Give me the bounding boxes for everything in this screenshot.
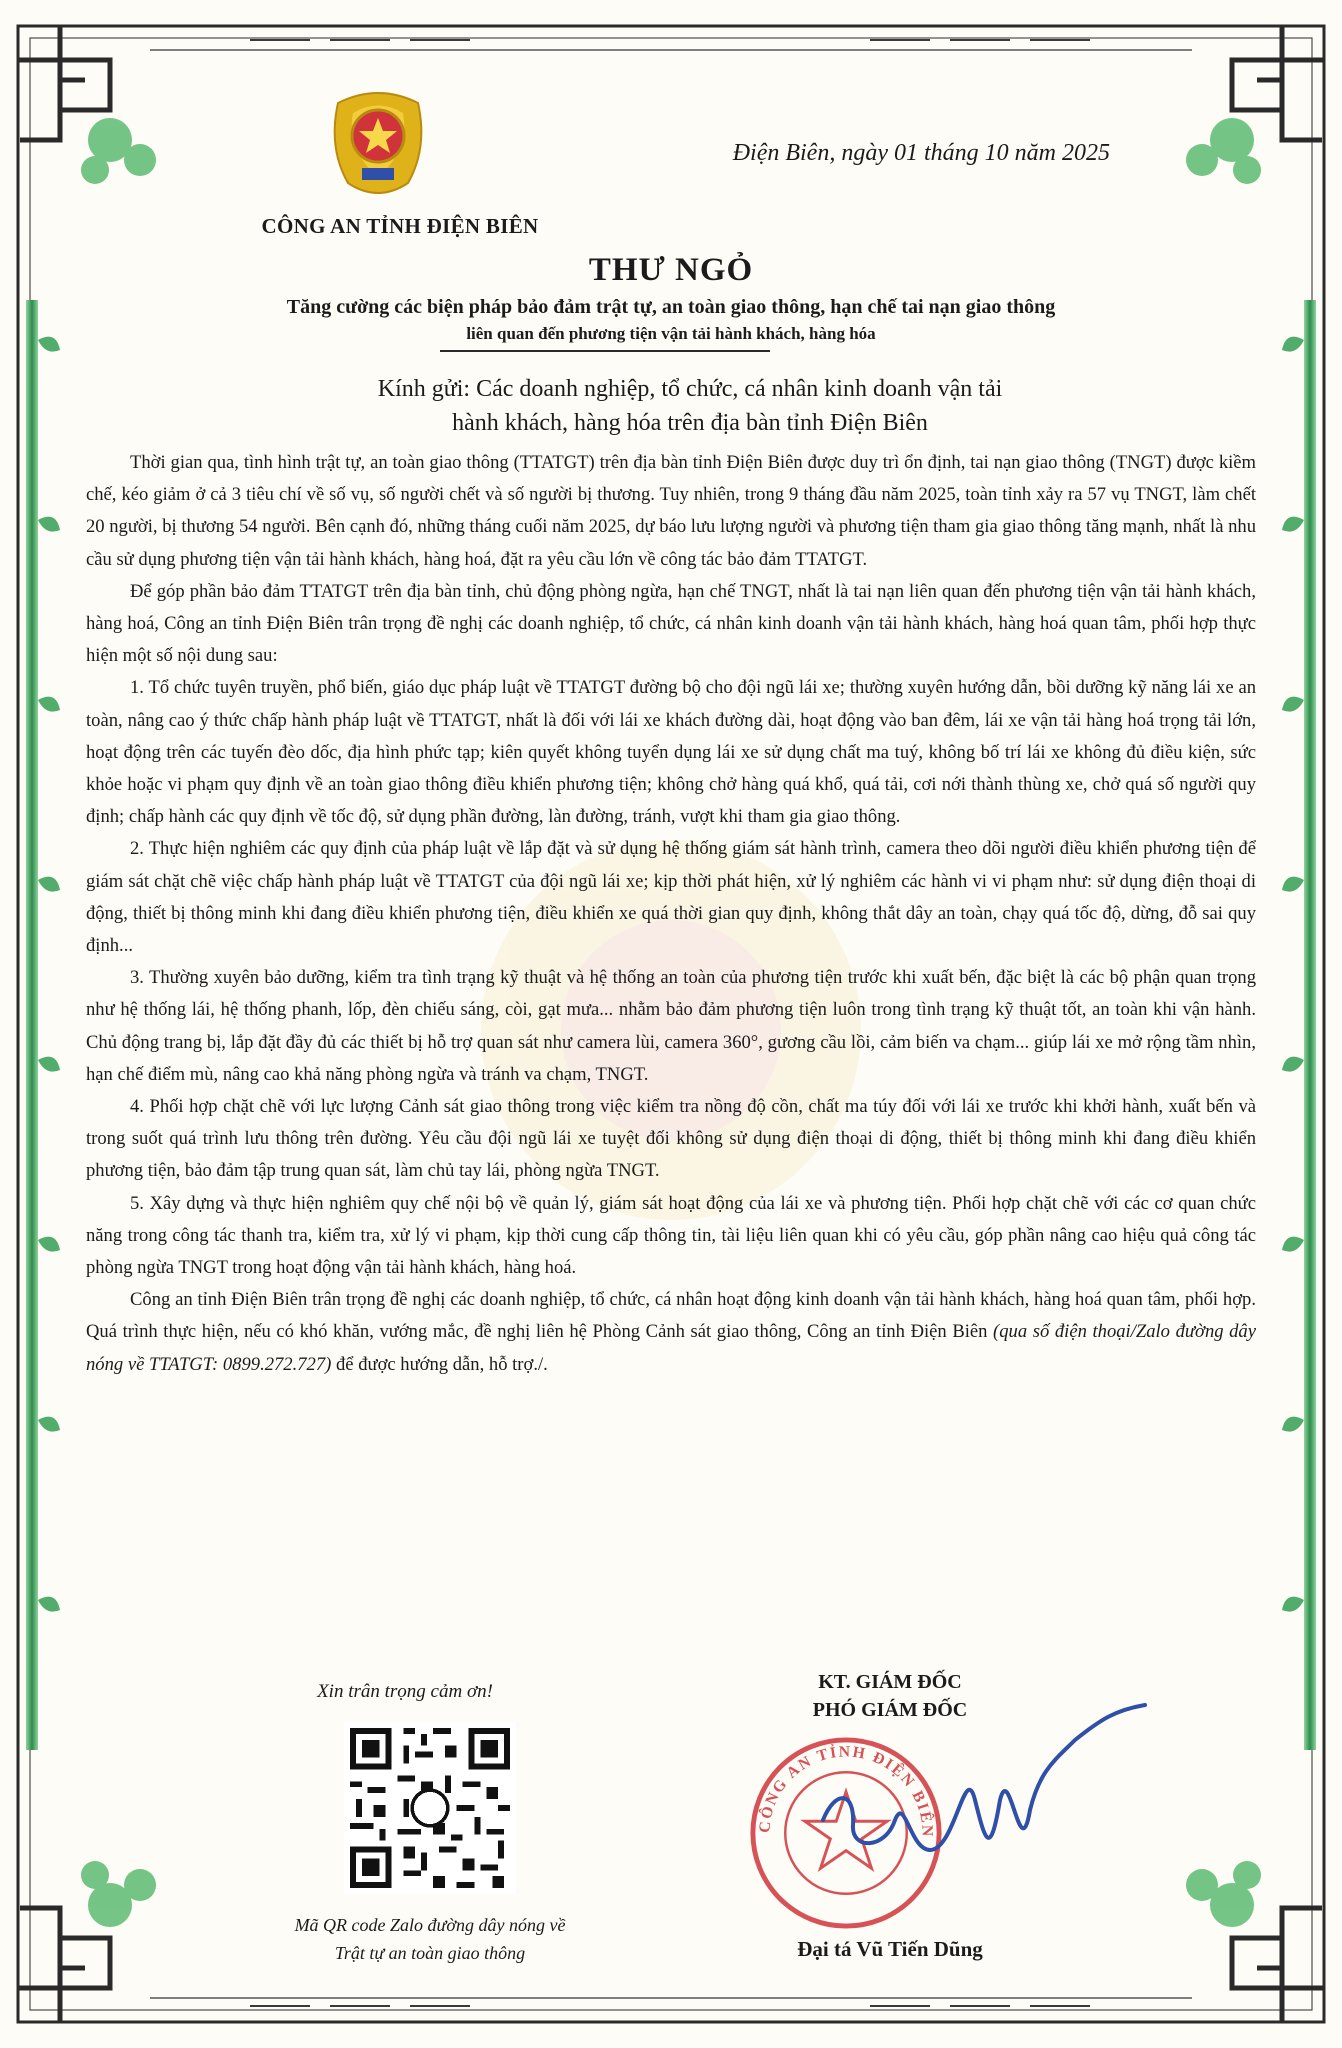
seal-text: CÔNG AN TỈNH ĐIỆN BIÊN bbox=[756, 1743, 936, 1839]
paragraph-item-4: 4. Phối hợp chặt chẽ với lực lượng Cảnh sát giao thông trong việc kiểm tra nồng độ cồn, chất ma túy đối với lái xe trước khi khởi hành, xuất bến và trong suốt quá trình lưu thông trên đường. Yêu cầu đội ngũ lái xe tuyệt đối không sử dụng điện thoại di động, thiết bị thông minh khi đang điều khiển phương tiện, bảo đảm tập trung quan sát, làm chủ tay lái, phòng ngừa TNGT. bbox=[86, 1096, 1256, 1182]
paragraph-request: Để góp phần bảo đảm TTATGT trên địa bàn tỉnh, chủ động phòng ngừa, hạn chế TNGT, nhất là tai nạn liên quan đến phương tiện vận tải hành khách, hàng hoá, Công an tỉnh Điện Biên trân trọng đề nghị các doanh nghiệp, tổ chức, cá nhân kinh doanh vận tải hành khách, hàng hoá quan tâm, phối hợp thực hiện một số nội dung sau: bbox=[86, 580, 1256, 667]
salutation-line2: hành khách, hàng hóa trên địa bàn tỉnh Điện Biên bbox=[452, 410, 928, 436]
letter-subtitle-line2: liên quan đến phương tiện vận tải hành khách, hàng hóa bbox=[466, 324, 876, 343]
paragraph-item-1: 1. Tổ chức tuyên truyền, phổ biến, giáo dục pháp luật về TTATGT đường bộ cho đội ngũ lái xe; thường xuyên hướng dẫn, bồi dưỡng kỹ năng lái xe an toàn, nâng cao ý thức chấp hành pháp luật về TTATGT, nhất là đối với lái xe khách đường dài, hoạt động vào ban đêm, lái xe vận tải hàng hoá trọng tải lớn, hoạt động trên các tuyến đèo dốc, địa hình phức tạp; kiên quyết không tuyển dụng lái xe sử dụng chất ma tuý, không bố trí lái xe không đủ điều kiện, sức khỏe hoặc vi phạm quy định về an toàn giao thông điều khiển phương tiện; không chở hàng quá khổ, quá tải, cơi nới thành thùng xe, chở quá số người quy định; chấp hành các quy định về tốc độ, sử dụng phần đường, làn đường, tránh, vượt khi tham gia giao thông. bbox=[86, 677, 1256, 828]
police-emblem bbox=[318, 68, 438, 208]
subtitle-underline bbox=[440, 350, 770, 352]
paragraph-item-3: 3. Thường xuyên bảo dưỡng, kiểm tra tình trạng kỹ thuật và hệ thống an toàn của phương tiện trước khi xuất bến, đặc biệt là các bộ phận quan trọng như hệ thống lái, hệ thống phanh, lốp, đèn chiếu sáng, còi, gạt mưa... nhằm bảo đảm phương tiện luôn trong tình trạng kỹ thuật tốt, an toàn khi vận hành. Chủ động trang bị, lắp đặt đầy đủ các thiết bị hỗ trợ quan sát như camera lùi, camera 360°, gương cầu lồi, cảm biến va chạm... giúp lái xe mở rộng tầm nhìn, hạn chế điểm mù, nâng cao khả năng phòng ngừa và tránh va chạm, TNGT. bbox=[86, 967, 1256, 1085]
agency-name: CÔNG AN TỈNH ĐIỆN BIÊN bbox=[261, 214, 539, 238]
closing-end: để được hướng dẫn, hỗ trợ./. bbox=[331, 1353, 548, 1375]
paragraph-closing bbox=[86, 1284, 1256, 1381]
paragraph-item-2: 2. Thực hiện nghiêm các quy định của pháp luật về lắp đặt và sử dụng hệ thống giám sát hành trình, camera theo dõi người điều khiển phương tiện để giám sát chặt chẽ việc chấp hành pháp luật về TTATGT của đội ngũ lái xe; kịp thời phát hiện, xử lý nghiêm các hành vi vi phạm như: sử dụng điện thoại di động, thiết bị thông minh khi đang điều khiển phương tiện, điều khiển xe quá thời gian quy định, không thắt dây an toàn, chạy quá tốc độ, dừng, đỗ sai quy định... bbox=[86, 838, 1256, 957]
salutation bbox=[320, 372, 1060, 440]
paragraph-intro: Thời gian qua, tình hình trật tự, an toàn giao thông (TTATGT) trên địa bàn tỉnh Điện Biên được duy trì ổn định, tai nạn giao thông (TNGT) được kiềm chế, kéo giảm ở cả 3 tiêu chí về số vụ, số người chết và số người bị thương. Tuy nhiên, trong 9 tháng đầu năm 2025, toàn tỉnh xảy ra 57 vụ TNGT, làm chết 20 người, bị thương 54 người. Bên cạnh đó, những tháng cuối năm 2025, dự báo lưu lượng người và phương tiện tham gia giao thông tăng mạnh, nhất là nhu cầu sử dụng phương tiện vận tải hành khách, hàng hoá, đặt ra yêu cầu lớn về công tác bảo đảm TTATGT. bbox=[86, 452, 1256, 570]
signer-name: Đại tá Vũ Tiến Dũng bbox=[797, 1937, 983, 1961]
qr-caption-line2: Trật tự an toàn giao thông bbox=[334, 1943, 526, 1963]
letter-subtitle-line1: Tăng cường các biện pháp bảo đảm trật tự, an toàn giao thông, hạn chế tai nạn giao thông bbox=[286, 296, 1056, 318]
letter-body bbox=[86, 447, 1256, 1381]
closing-contact: (qua số điện thoại/Zalo đường dây nóng về TTATGT: 0899.272.727) bbox=[86, 1321, 1256, 1375]
paragraph-item-5: 5. Xây dựng và thực hiện nghiêm quy chế nội bộ về quản lý, giám sát hoạt động của lái xe và phương tiện. Phối hợp chặt chẽ với các cơ quan chức năng trong công tác thanh tra, kiểm tra, xử lý vi phạm, kịp thời cung cấp thông tin, tài liệu liên quan khi có yêu cầu, góp phần nâng cao hiệu quả công tác phòng ngừa TNGT trong hoạt động vận tải hành khách, hàng hoá. bbox=[86, 1192, 1256, 1279]
handwritten-signature bbox=[815, 1700, 1155, 1910]
thanks-note: Xin trân trọng cảm ơn! bbox=[317, 1681, 493, 1702]
date-line: Điện Biên, ngày 01 tháng 10 năm 2025 bbox=[732, 140, 1110, 166]
signature-title-2: PHÓ GIÁM ĐỐC bbox=[812, 1699, 968, 1721]
letter-title: THƯ NGỎ bbox=[588, 252, 754, 288]
closing-text: Công an tỉnh Điện Biên trân trọng đề nghị các doanh nghiệp, tổ chức, cá nhân hoạt động kinh doanh vận tải hành khách, hàng hoá quan tâm, phối hợp. Quá trình thực hiện, nếu có khó khăn, vướng mắc, đề nghị liên hệ Phòng Cảnh sát giao thông, Công an tỉnh Điện Biên bbox=[86, 1289, 1256, 1343]
qr-caption-line1: Mã QR code Zalo đường dây nóng về bbox=[294, 1915, 566, 1935]
salutation-line1: Kính gửi: Các doanh nghiệp, tổ chức, cá nhân kinh doanh vận tải bbox=[377, 376, 1003, 402]
signature-title-1: KT. GIÁM ĐỐC bbox=[818, 1671, 962, 1693]
qr-code[interactable] bbox=[344, 1722, 516, 1894]
